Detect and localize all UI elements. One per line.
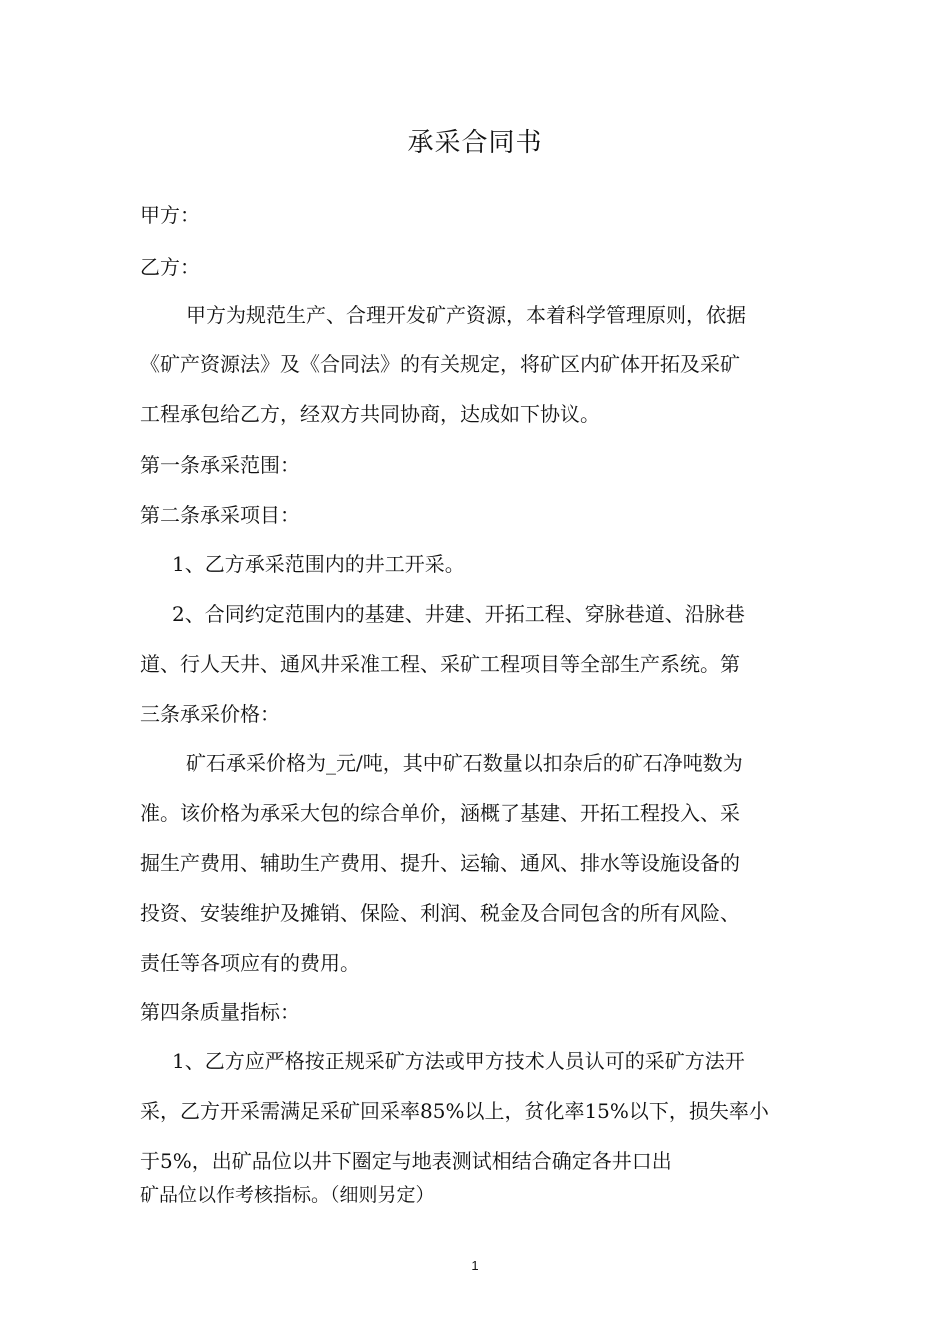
intro-line-3: 工程承包给乙方，经双方共同协商，达成如下协议。: [140, 402, 600, 426]
article-3-line-3: 掘生产费用、辅助生产费用、提升、运输、通风、排水等设施设备的: [140, 851, 740, 875]
article-2-item-1: 1、乙方承采范围内的井工开采。: [172, 552, 465, 576]
party-b-label: 乙方：: [140, 255, 200, 279]
intro-line-1: 甲方为规范生产、合理开发矿产资源，本着科学管理原则，依据: [186, 303, 746, 327]
article-3-line-5: 责任等各项应有的费用。: [140, 951, 360, 975]
article-4-line-3: 于5%，出矿品位以井下圈定与地表测试相结合确定各井口出: [140, 1149, 672, 1173]
article-4-line-4: 矿品位以作考核指标。（细则另定）: [140, 1184, 435, 1206]
article-1-heading: 第一条承采范围：: [140, 453, 300, 477]
article-2-heading: 第二条承采项目：: [140, 503, 300, 527]
article-3-heading: 三条承采价格：: [140, 702, 280, 726]
article-3-line-1: 矿石承采价格为_元/吨，其中矿石数量以扣杂后的矿石净吨数为: [186, 751, 743, 775]
party-a-label: 甲方：: [140, 203, 200, 227]
page-number: 1: [471, 1258, 479, 1273]
article-4-heading: 第四条质量指标：: [140, 1000, 300, 1024]
article-3-line-4: 投资、安装维护及摊销、保险、利润、税金及合同包含的所有风险、: [140, 901, 740, 925]
article-2-item-2-cont: 道、行人天井、通风井采准工程、采矿工程项目等全部生产系统。第: [140, 652, 740, 676]
article-4-line-1: 1、乙方应严格按正规采矿方法或甲方技术人员认可的采矿方法开: [172, 1049, 745, 1073]
article-2-item-2: 2、合同约定范围内的基建、井建、开拓工程、穿脉巷道、沿脉巷: [172, 602, 745, 626]
article-3-line-2: 准。该价格为承采大包的综合单价，涵概了基建、开拓工程投入、采: [140, 801, 740, 825]
intro-line-2: 《矿产资源法》及《合同法》的有关规定，将矿区内矿体开拓及采矿: [140, 352, 740, 376]
article-4-line-2: 采，乙方开采需满足采矿回采率85%以上，贫化率15%以下，损失率小: [140, 1099, 769, 1123]
document-title: 承采合同书: [407, 128, 543, 158]
